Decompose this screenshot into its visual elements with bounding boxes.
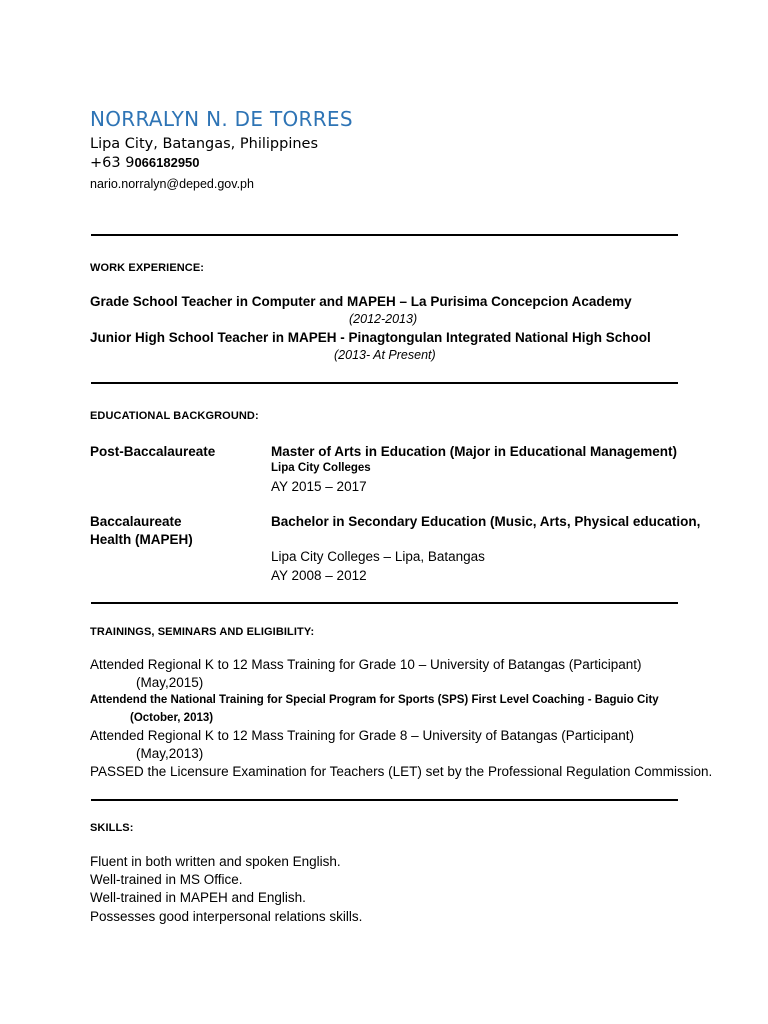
skill-item: Well-trained in MS Office. (90, 872, 243, 887)
training-item: PASSED the Licensure Examination for Teachers (LET) set by the Professional Regulation Commission. (90, 764, 713, 779)
work-experience-heading: WORK EXPERIENCE: (90, 262, 205, 274)
education-heading: EDUCATIONAL BACKGROUND: (90, 410, 259, 422)
education-degree-continued: Health (MAPEH) (90, 532, 193, 547)
phone-prefix: +63 9 (90, 155, 135, 171)
applicant-phone (90, 155, 200, 171)
training-date: (May,2015) (136, 675, 204, 690)
education-level: Baccalaureate (90, 514, 182, 529)
education-years: AY 2015 – 2017 (271, 479, 367, 494)
training-date: (October, 2013) (130, 712, 214, 724)
applicant-email: nario.norralyn@deped.gov.ph (90, 177, 254, 191)
training-date: (May,2013) (136, 746, 204, 761)
job-years: (2012-2013) (349, 312, 418, 326)
divider (91, 602, 678, 604)
phone-number: 066182950 (134, 155, 200, 170)
education-school: Lipa City Colleges – Lipa, Batangas (271, 549, 485, 564)
education-degree: Bachelor in Secondary Education (Music, Arts, Physical education, (271, 514, 701, 529)
education-degree: Master of Arts in Education (Major in Educational Management) (271, 444, 678, 459)
applicant-name: NORRALYN N. DE TORRES (90, 107, 353, 131)
applicant-address: Lipa City, Batangas, Philippines (90, 136, 319, 152)
divider (91, 234, 678, 236)
skill-item: Possesses good interpersonal relations skills. (90, 909, 363, 924)
education-years: AY 2008 – 2012 (271, 568, 367, 583)
trainings-heading: TRAININGS, SEMINARS AND ELIGIBILITY: (90, 626, 315, 638)
job-title: Grade School Teacher in Computer and MAPEH – La Purisima Concepcion Academy (90, 294, 632, 309)
training-item: Attended Regional K to 12 Mass Training for Grade 10 – University of Batangas (Participant) (90, 657, 642, 672)
divider (91, 382, 678, 384)
education-level: Post-Baccalaureate (90, 444, 216, 459)
skill-item: Fluent in both written and spoken English. (90, 854, 341, 869)
skills-heading: SKILLS: (90, 822, 134, 834)
job-title: Junior High School Teacher in MAPEH - Pinagtongulan Integrated National High School (90, 330, 651, 345)
training-item: Attendend the National Training for Special Program for Sports (SPS) First Level Coaching - Baguio City (90, 694, 659, 706)
job-years: (2013- At Present) (334, 348, 436, 362)
training-item: Attended Regional K to 12 Mass Training for Grade 8 – University of Batangas (Participant) (90, 728, 635, 743)
education-school: Lipa City Colleges (271, 462, 371, 474)
divider (91, 799, 678, 801)
skill-item: Well-trained in MAPEH and English. (90, 890, 306, 905)
